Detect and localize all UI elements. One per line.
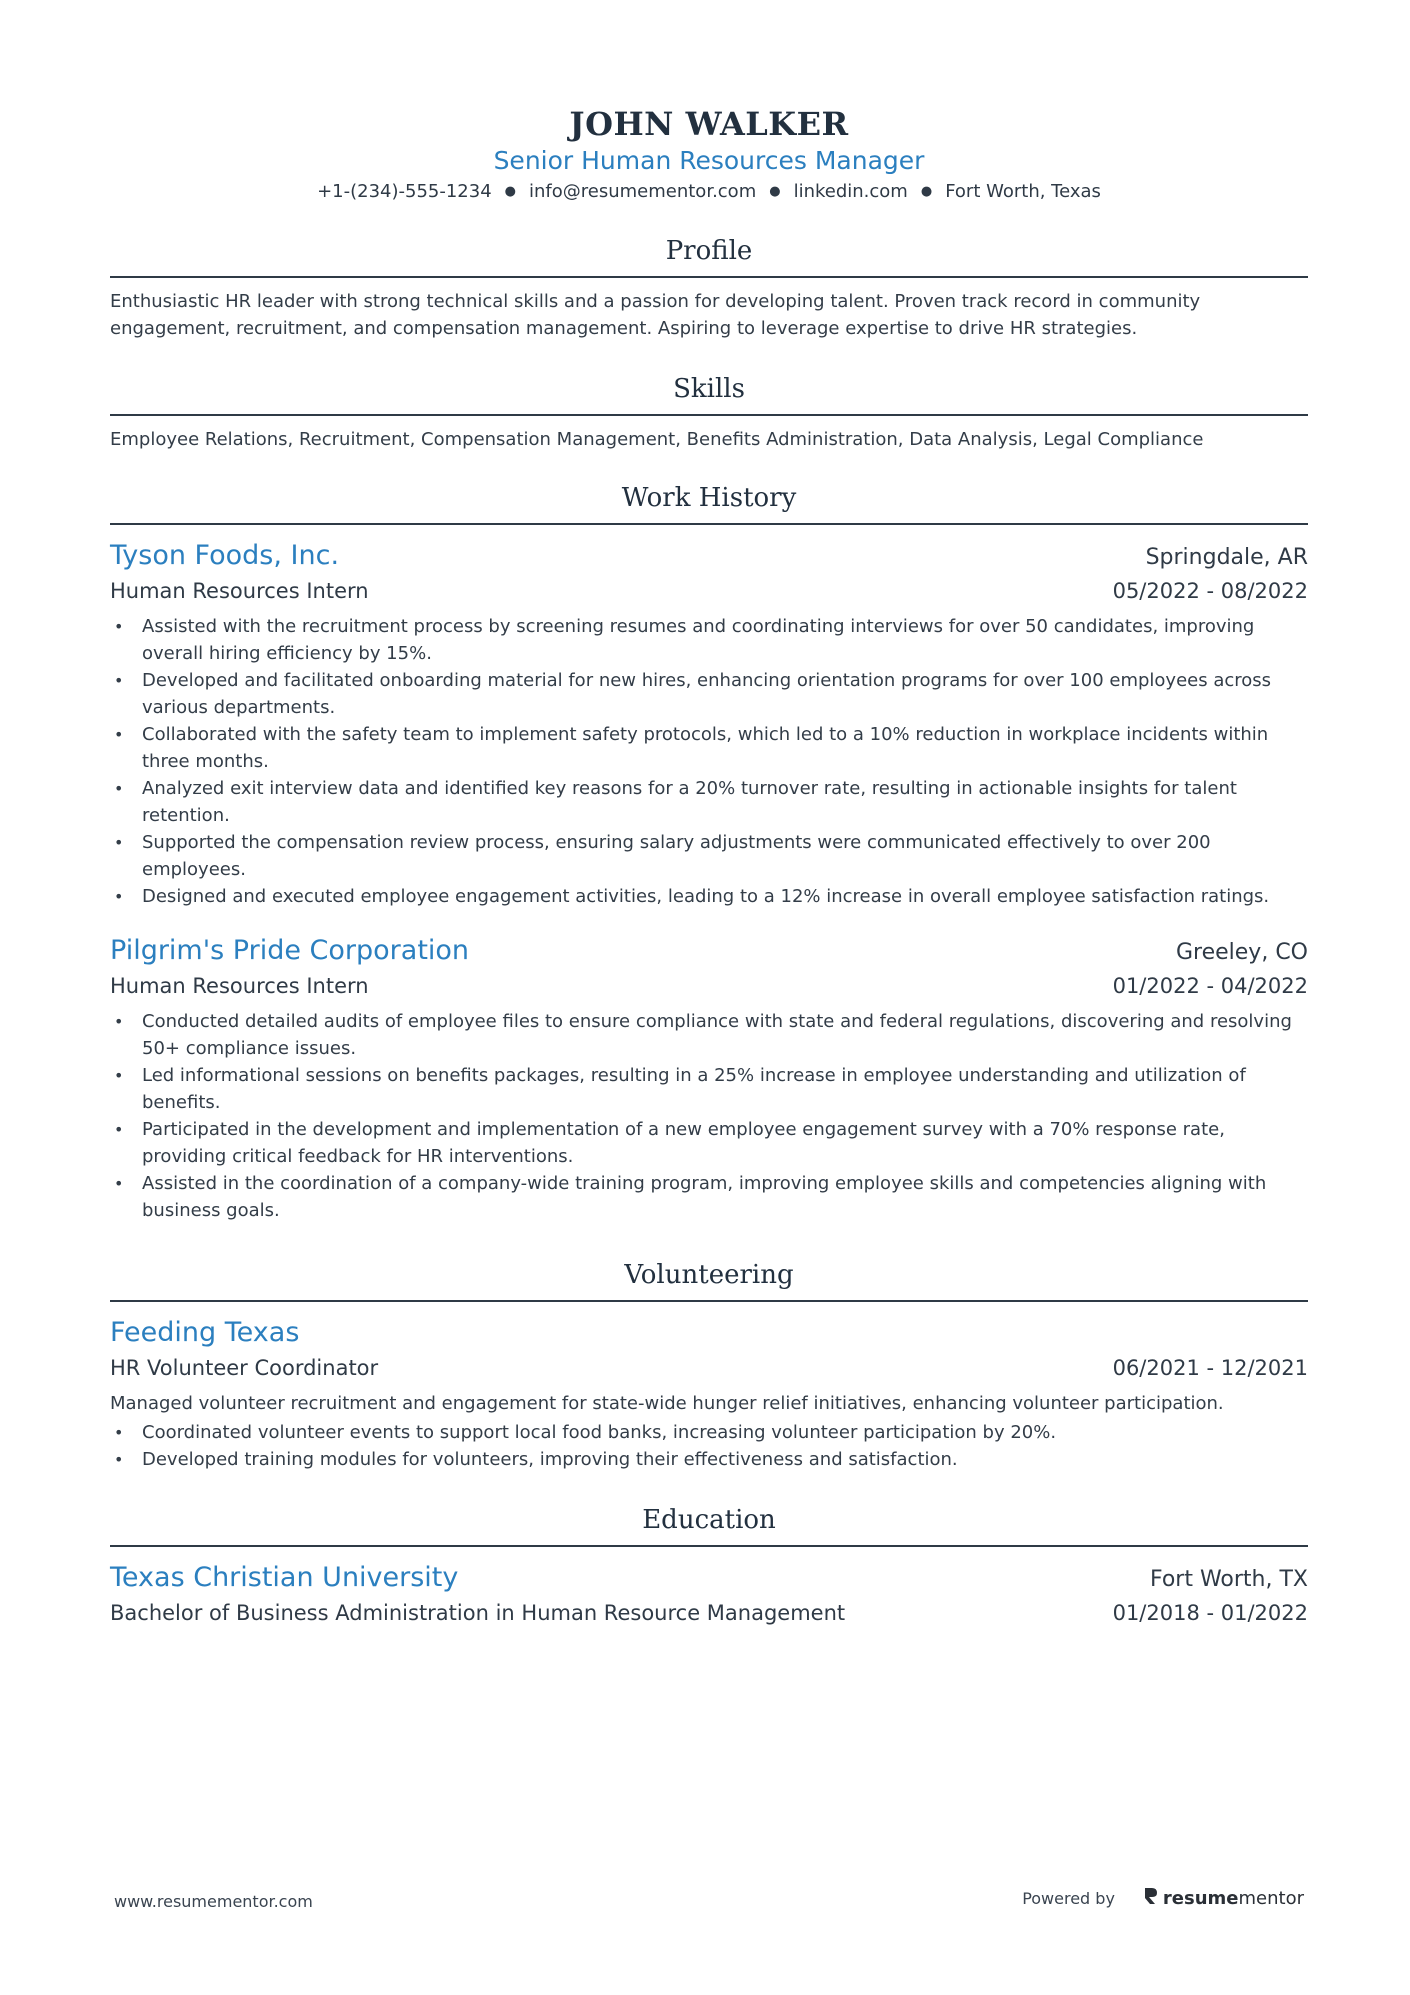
footer-branding [1022, 1886, 1304, 1911]
skills-heading: Skills [110, 370, 1308, 416]
job-role-row [110, 575, 1308, 607]
bullet-item: • Coordinated volunteer events to support local food banks, increasing volunteer participation by 20%. [110, 1419, 1308, 1446]
contact-linkedin[interactable]: linkedin.com [793, 181, 908, 202]
job-bullets [110, 1008, 1308, 1224]
volunteer-dates: 06/2021 - 12/2021 [1112, 1356, 1308, 1380]
education-section [110, 1501, 1308, 1629]
bullet-item: • Developed and facilitated onboarding material for new hires, enhancing orientation programs for over 100 employees across various departments. [110, 667, 1308, 721]
volunteer-entry [110, 1314, 1308, 1473]
resumementor-logo-icon [1143, 1886, 1159, 1911]
volunteer-bullets [110, 1419, 1308, 1473]
education-heading: Education [110, 1501, 1308, 1547]
job-entry [110, 932, 1308, 1224]
profile-text: Enthusiastic HR leader with strong technical skills and a passion for developing talent. Proven track record in community engagement, recruitment, and compensation management. Aspiring to leverage expertise to drive HR strategies. [110, 291, 1201, 339]
bullet-item: • Led informational sessions on benefits packages, resulting in a 25% increase in employee understanding and utilization of benefits. [110, 1062, 1308, 1116]
job-bullets [110, 613, 1308, 910]
job-location: Springdale, AR [1145, 545, 1308, 570]
resumementor-logo[interactable] [1143, 1886, 1304, 1911]
separator-dot-icon: ● [920, 184, 933, 199]
bullet-item: • Participated in the development and implementation of a new employee engagement survey with a 70% response rate, providing critical feedback for HR interventions. [110, 1116, 1308, 1170]
job-dates: 05/2022 - 08/2022 [1112, 579, 1308, 603]
work-history-heading: Work History [110, 479, 1308, 525]
bullet-item: • Conducted detailed audits of employee files to ensure compliance with state and federal regulations, discovering and resolving 50+ compliance issues. [110, 1008, 1308, 1062]
job-role: Human Resources Intern [110, 974, 369, 998]
volunteer-role: HR Volunteer Coordinator [110, 1356, 379, 1380]
job-role: Human Resources Intern [110, 579, 369, 603]
volunteer-org: Feeding Texas [110, 1317, 300, 1348]
volunteer-summary: Managed volunteer recruitment and engagement for state-wide hunger relief initiatives, enhancing volunteer participation. [110, 1393, 1224, 1414]
degree-name: Bachelor of Business Administration in Human Resource Management [110, 1601, 846, 1625]
volunteer-header-row [110, 1314, 1308, 1352]
work-history-section [110, 479, 1308, 1224]
volunteer-role-row [110, 1352, 1308, 1384]
contact-location: Fort Worth, Texas [945, 181, 1101, 202]
job-header-row [110, 537, 1308, 575]
bullet-item: • Developed training modules for volunteers, improving their effectiveness and satisfaction. [110, 1446, 1308, 1473]
candidate-name: JOHN WALKER [569, 105, 849, 143]
education-dates: 01/2018 - 01/2022 [1112, 1601, 1308, 1625]
skills-text: Employee Relations, Recruitment, Compensation Management, Benefits Administration, Data Analysis, Legal Compliance [110, 429, 1204, 450]
volunteering-heading: Volunteering [110, 1256, 1308, 1302]
separator-dot-icon: ● [769, 184, 781, 199]
logo-text-mentor: mentor [1238, 1888, 1304, 1909]
bullet-item: • Supported the compensation review process, ensuring salary adjustments were communicated effectively to over 200 employees. [110, 829, 1308, 883]
job-header-row [110, 932, 1308, 970]
contact-email[interactable]: info@resumementor.com [529, 181, 757, 202]
education-entry [110, 1559, 1308, 1629]
job-dates: 01/2022 - 04/2022 [1112, 974, 1308, 998]
skills-section [110, 370, 1308, 453]
contact-line [110, 176, 1308, 208]
bullet-item: • Analyzed exit interview data and identified key reasons for a 20% turnover rate, resulting in actionable insights for talent retention. [110, 775, 1308, 829]
bullet-item: • Assisted in the coordination of a company-wide training program, improving employee skills and competencies aligning with business goals. [110, 1170, 1308, 1224]
footer-website[interactable]: www.resumementor.com [114, 1892, 313, 1911]
bullet-item: • Collaborated with the safety team to implement safety protocols, which led to a 10% reduction in workplace incidents within three months. [110, 721, 1308, 775]
company-name: Tyson Foods, Inc. [110, 540, 340, 571]
school-location: Fort Worth, TX [1149, 1567, 1308, 1592]
job-location: Greeley, CO [1175, 940, 1308, 965]
bullet-item: • Designed and executed employee engagement activities, leading to a 12% increase in overall employee satisfaction ratings. [110, 883, 1308, 910]
contact-phone: +1-(234)-555-1234 [317, 181, 492, 202]
resume-content [110, 98, 1308, 1629]
candidate-title: Senior Human Resources Manager [493, 146, 925, 175]
education-degree-row [110, 1597, 1308, 1629]
job-entry [110, 537, 1308, 910]
bullet-item: • Assisted with the recruitment process by screening resumes and coordinating interviews for over 50 candidates, improving overall hiring efficiency by 15%. [110, 613, 1308, 667]
powered-by-label: Powered by [1022, 1889, 1115, 1908]
company-name: Pilgrim's Pride Corporation [110, 935, 470, 966]
profile-section [110, 232, 1308, 342]
job-role-row [110, 970, 1308, 1002]
logo-text-resume: resume [1162, 1888, 1239, 1909]
school-name: Texas Christian University [110, 1562, 459, 1593]
profile-heading: Profile [110, 232, 1308, 278]
volunteering-section [110, 1256, 1308, 1473]
separator-dot-icon: ● [504, 184, 516, 199]
education-header-row [110, 1559, 1308, 1597]
